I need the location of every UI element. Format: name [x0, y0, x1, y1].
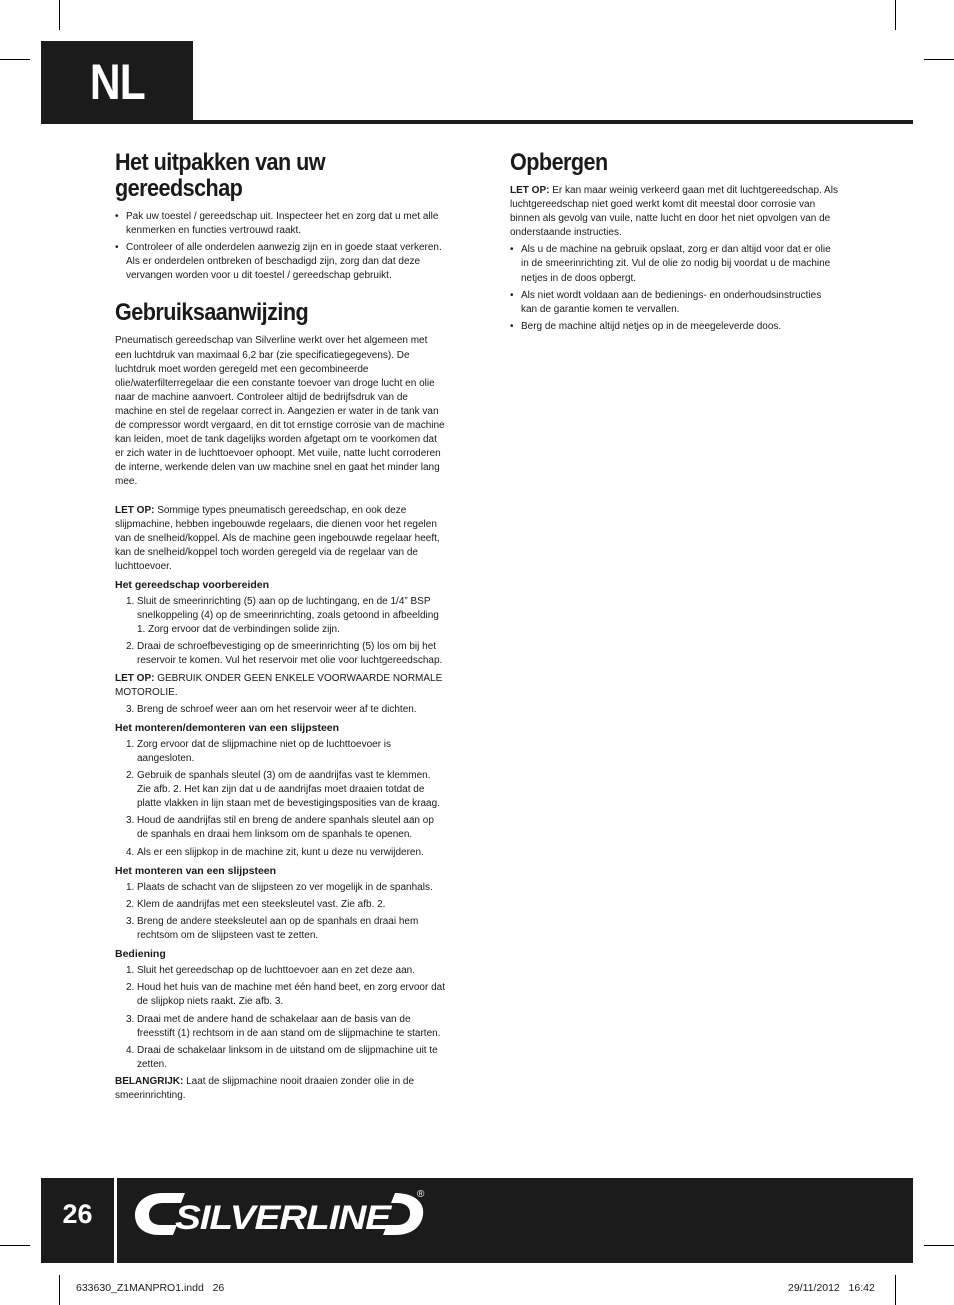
- list-item: [115, 595, 445, 637]
- step-text: Draai de schroefbevestiging op de smeerinrichting (5) los om bij het reservoir te komen. Vul het reservoir met olie voor luchtgereedschap.: [137, 641, 443, 667]
- fit-steps: [115, 881, 445, 943]
- step-number: 2.: [126, 898, 135, 910]
- list-item: [115, 814, 445, 842]
- language-code: NL: [89, 54, 145, 110]
- note-label: LET OP:: [115, 672, 155, 684]
- crop-mark: [895, 0, 896, 30]
- step-text: Breng de schroef weer aan om het reservoir weer af te dichten.: [137, 703, 417, 715]
- list-item: [115, 1013, 445, 1041]
- mount-heading: Het monteren/demonteren van een slijpsteen: [115, 721, 340, 734]
- list-item: [115, 898, 445, 912]
- list-item: • Berg de machine altijd netjes op in de meegeleverde doos.: [510, 320, 840, 334]
- step-text: Houd de aandrijfas stil en breng de andere spanhals sleutel aan op de spanhals en draai hem linksom om de spanhals te openen.: [137, 815, 434, 841]
- step-text: Houd het huis van de machine met één hand beet, en zorg ervoor dat de slijpkop niets raakt. Zie afb. 3.: [137, 982, 445, 1008]
- page-number: 26: [62, 1199, 93, 1229]
- step-text: Gebruik de spanhals sleutel (3) om de aandrijfas vast te klemmen. Zie afb. 2. Het kan zijn dat u de aandrijfas moet draaien totdat de platte vlakken in lijn staan met de bevestigingsposities van de kraag.: [137, 770, 440, 810]
- storage-title: Opbergen: [510, 149, 608, 176]
- right-column: [510, 150, 840, 337]
- list-item: • Controleer of alle onderdelen aanwezig zijn en in goede staat verkeren. Als er onderdelen ontbreken of beschadigd zijn, zorg dan dat deze vervangen worden voor u dit toestel / gereedschap gebruikt.: [115, 241, 445, 283]
- logo-wordmark: SILVERLINE: [175, 1199, 393, 1237]
- step-number: 1.: [126, 965, 135, 977]
- step-text: Zorg ervoor dat de slijpmachine niet op de luchttoevoer is aangesloten.: [137, 738, 392, 764]
- prep-heading: Het gereedschap voorbereiden: [115, 578, 270, 591]
- operation-steps: [115, 964, 445, 1072]
- step-text: Breng de andere steeksleutel aan op de spanhals en draai hem rechtsom om de slijpsteen vast te zetten.: [137, 915, 419, 942]
- step-number: 2.: [126, 770, 135, 782]
- crop-mark: [59, 0, 60, 30]
- language-tab: [41, 41, 193, 124]
- crop-mark: [924, 1245, 954, 1246]
- step-number: 4.: [126, 1044, 135, 1056]
- storage-note: [510, 184, 840, 240]
- step-number: 3.: [126, 915, 135, 927]
- mount-steps: [115, 738, 445, 860]
- note-text: Er kan maar weinig verkeerd gaan met dit luchtgereedschap. Als luchtgereedschap niet goed werkt komt dit meestal door corrosie van binnen als gevolg van vuile, natte lucht en door het niet opvolgen van de onderstaande instructies.: [510, 185, 838, 239]
- unpack-list: [115, 210, 445, 283]
- note-label: LET OP:: [510, 185, 550, 196]
- registered-mark: ®: [417, 1189, 425, 1200]
- unpack-title: Het uitpakken van uw gereedschap: [115, 149, 326, 202]
- list-item: [115, 703, 445, 717]
- step-number: 3.: [126, 1013, 135, 1025]
- list-item: [115, 981, 445, 1009]
- list-item: [115, 738, 445, 766]
- list-item: [115, 964, 445, 978]
- list-item: • Als niet wordt voldaan aan de bedienings- en onderhoudsinstructies kan de garantie komen te vervallen.: [510, 289, 840, 317]
- usage-title: Gebruiksaanwijzing: [115, 299, 309, 327]
- list-item: [115, 846, 445, 860]
- note-text: Sommige types pneumatisch gereedschap, en ook deze slijpmachine, hebben ingebouwde regelaars, die dienen voor het regelen van de snelheid/koppel. Als de machine geen ingebouwde regelaar heeft, kan de snelheid/koppel toch worden geregeld via de regelaar van de luchttoevoer.: [115, 504, 440, 572]
- step-number: 2.: [126, 641, 135, 653]
- list-item: [115, 881, 445, 895]
- note-paragraph: [115, 672, 445, 700]
- step-text: Sluit het gereedschap op de luchttoevoer aan en zet deze aan.: [137, 965, 415, 977]
- list-item: [115, 769, 445, 811]
- crop-mark: [895, 1275, 896, 1305]
- fit-heading: Het monteren van een slijpsteen: [115, 864, 277, 877]
- print-datetime: 29/11/2012 16:42: [788, 1282, 875, 1294]
- crop-mark: [0, 1245, 30, 1246]
- note-paragraph: [115, 504, 445, 574]
- step-text: Als er een slijpkop in de machine zit, kunt u deze nu verwijderen.: [137, 846, 424, 858]
- prep-steps: [115, 595, 445, 668]
- step-text: Draai de schakelaar linksom in de uitstand om de slijpmachine uit te zetten.: [137, 1044, 438, 1070]
- list-item: • Als u de machine na gebruik opslaat, zorg er dan altijd voor dat er olie in de smeerinrichting zit. Vul de olie zo nodig bij voordat u de machine netjes in de doos opbergt.: [510, 243, 840, 285]
- step-number: 1.: [126, 738, 135, 750]
- crop-mark: [59, 1275, 60, 1305]
- step-text: Plaats de schacht van de slijpsteen zo ver mogelijk in de spanhals.: [137, 881, 433, 893]
- left-column: [115, 150, 445, 1103]
- crop-mark: [0, 59, 30, 60]
- footer-divider: [114, 1178, 117, 1263]
- operation-heading: Bediening: [115, 948, 166, 961]
- prep-steps-cont: [115, 703, 445, 717]
- step-number: 1.: [126, 596, 135, 608]
- step-text: Klem de aandrijfas met een steeksleutel vast. Zie afb. 2.: [137, 898, 386, 910]
- note-label: LET OP:: [115, 504, 155, 516]
- step-number: 4.: [126, 846, 135, 858]
- list-item: [115, 640, 445, 668]
- important-label: BELANGRIJK:: [115, 1075, 184, 1087]
- list-item: [115, 1044, 445, 1072]
- header-rule: [41, 120, 913, 124]
- file-info: 633630_Z1MANPRO1.indd 26: [76, 1282, 225, 1294]
- step-number: 3.: [126, 703, 135, 715]
- step-text: Sluit de smeerinrichting (5) aan op de luchtingang, en de 1/4” BSP snelkoppeling (4) op de smeerinrichting, zoals getoond in afbeelding 1. Zorg ervoor dat de verbindingen solide zijn.: [137, 596, 439, 636]
- step-text: Draai met de andere hand de schakelaar aan de basis van de freesstift (1) rechtsom in de aan stand om de slijpmachine te starten.: [137, 1013, 441, 1039]
- step-number: 3.: [126, 815, 135, 827]
- note-text: GEBRUIK ONDER GEEN ENKELE VOORWAARDE NORMALE MOTOROLIE.: [115, 672, 443, 698]
- important-paragraph: [115, 1075, 445, 1103]
- list-item: [115, 915, 445, 943]
- silverline-logo: [133, 1185, 433, 1245]
- step-number: 2.: [126, 982, 135, 994]
- list-item: • Pak uw toestel / gereedschap uit. Inspecteer het en zorg dat u met alle kenmerken en functies vertrouwd raakt.: [115, 210, 445, 238]
- crop-mark: [924, 59, 954, 60]
- important-text: Laat de slijpmachine nooit draaien zonder olie in de smeerinrichting.: [115, 1075, 415, 1101]
- storage-list: [510, 243, 840, 334]
- usage-intro: Pneumatisch gereedschap van Silverline werkt over het algemeen met een luchtdruk van maximaal 6,2 bar (zie specificatiegegevens). De luchtdruk moet worden geregeld met een gecombineerde olie/waterfilterregelaar die een constante toevoer van droge lucht en olie naar de machine aanvoert. Controleer altijd de bedrijfsdruk van de machine en stel de regelaar correct in. Aangezien er water in de tank van de compressor wordt vergaard, en dit tot ernstige corrosie van de machine kan leiden, moet de tank dagelijks worden afgetapt om te voorkomen dat er zich water in de luchttoevoer ophoopt. Met vuile, natte lucht corroderen de interne, werkende delen van uw machine snel en gaat het minder lang mee.: [115, 335, 445, 488]
- step-number: 1.: [126, 881, 135, 893]
